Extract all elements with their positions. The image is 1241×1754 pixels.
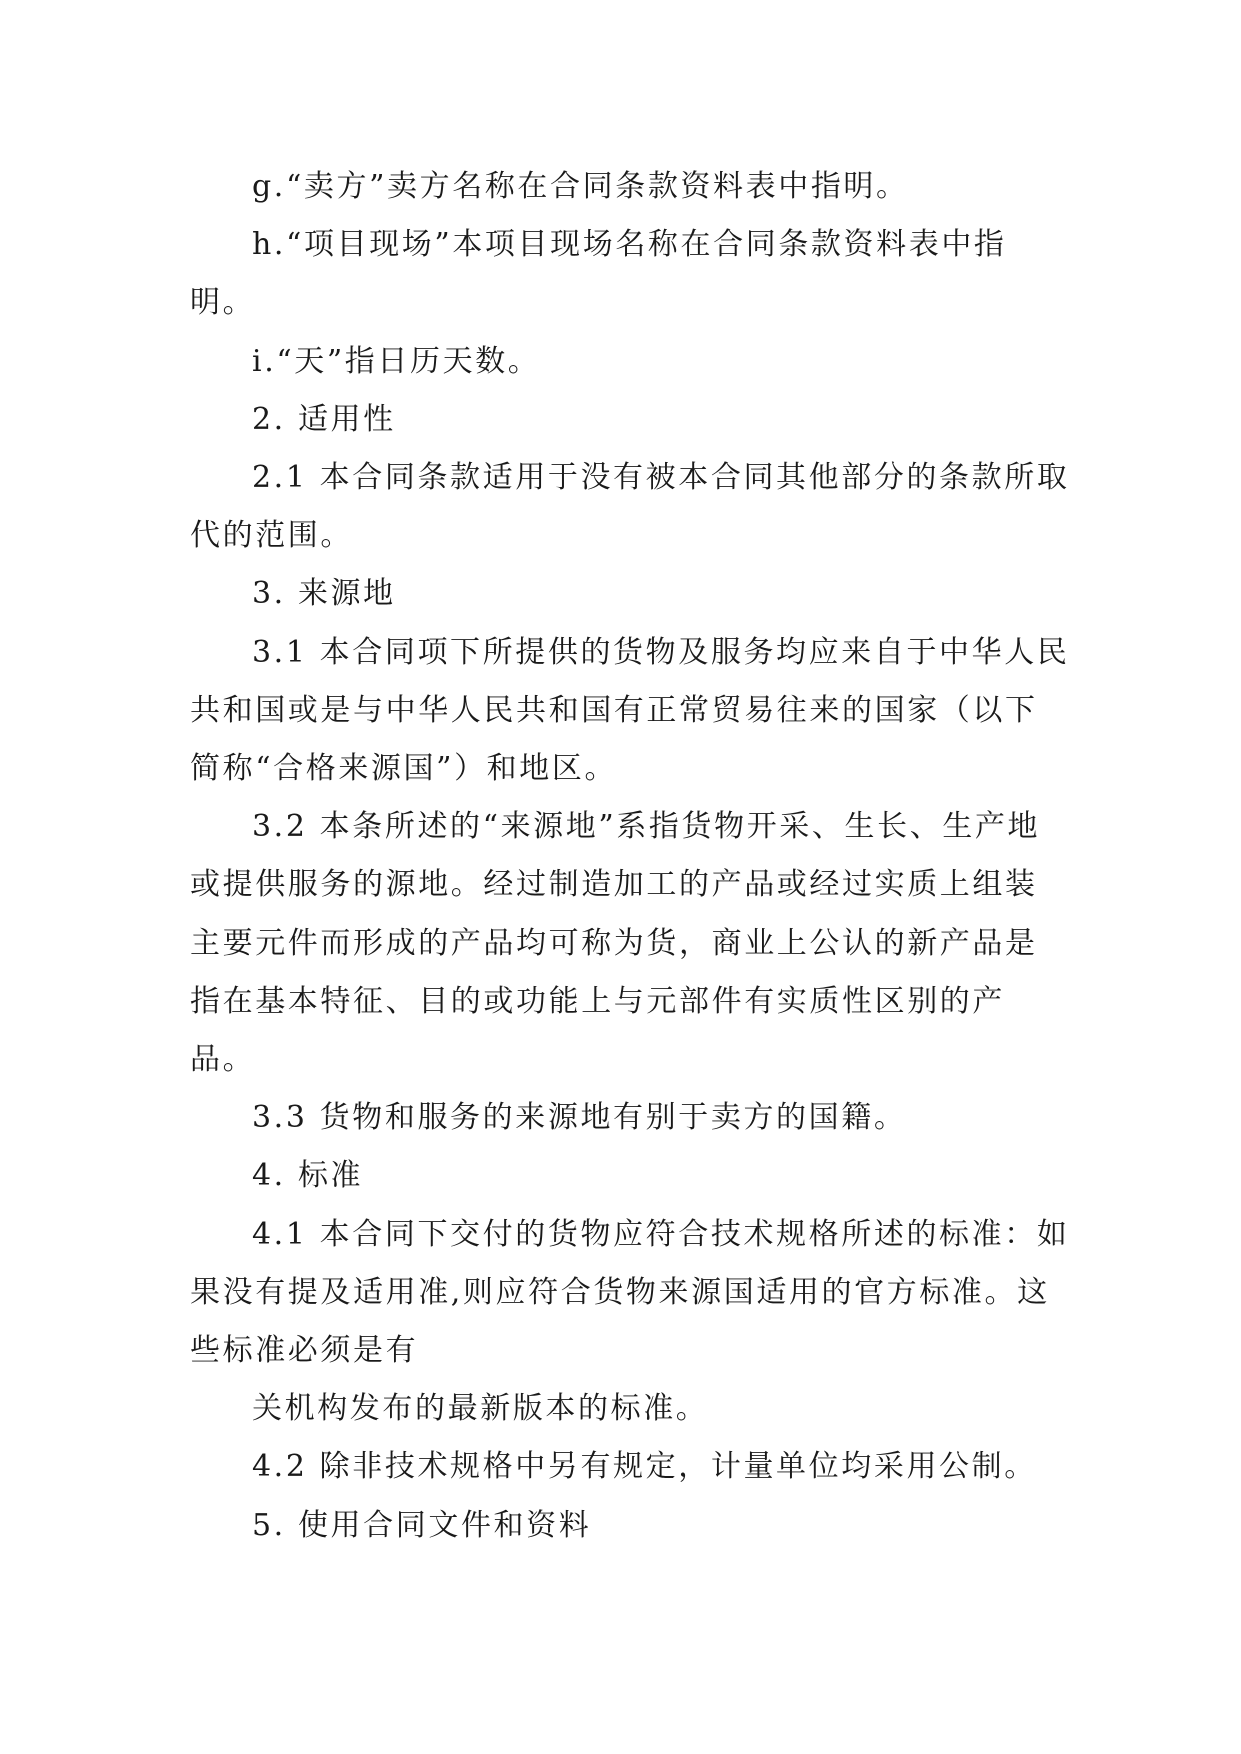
paragraph: 4.2 除非技术规格中另有规定，计量单位均采用公制。 [252,1449,1037,1485]
paragraph: h.“项目现场”本项目现场名称在合同条款资料表中指明。 [190,227,1007,321]
section-heading: 3. 来源地 [252,576,396,612]
paragraph: g.“卖方”卖方名称在合同条款资料表中指明。 [252,169,909,204]
document-body [190,158,1070,1555]
section-heading: 4. 标准 [252,1158,364,1194]
paragraph-continuation: 关机构发布的最新版本的标准。 [252,1391,709,1427]
section-heading: 5. 使用合同文件和资料 [252,1507,592,1543]
paragraph: 3.3 货物和服务的来源地有别于卖方的国籍。 [252,1100,907,1136]
paragraph: 2.1 本合同条款适用于没有被本合同其他部分的条款所取代的范围。 [190,460,1070,554]
paragraph: i.“天”指日历天数。 [252,343,541,379]
paragraph: 3.2 本条所述的“来源地”系指货物开采、生长、生产地或提供服务的源地。经过制造加工的产品或经过实质上组装主要元件而形成的产品均可称为货，商业上公认的新产品是指在基本特征、目的或功能上与元部件有实质性区别的产品。 [190,809,1041,1078]
paragraph: 3.1 本合同项下所提供的货物及服务均应来自于中华人民共和国或是与中华人民共和国有正常贸易往来的国家（以下简称“合格来源国”）和地区。 [190,634,1070,787]
section-heading: 2. 适用性 [252,401,396,437]
paragraph: 4.1 本合同下交付的货物应符合技术规格所述的标准：如果没有提及适用准,则应符合货物来源国适用的官方标准。这些标准必须是有 [190,1216,1070,1369]
